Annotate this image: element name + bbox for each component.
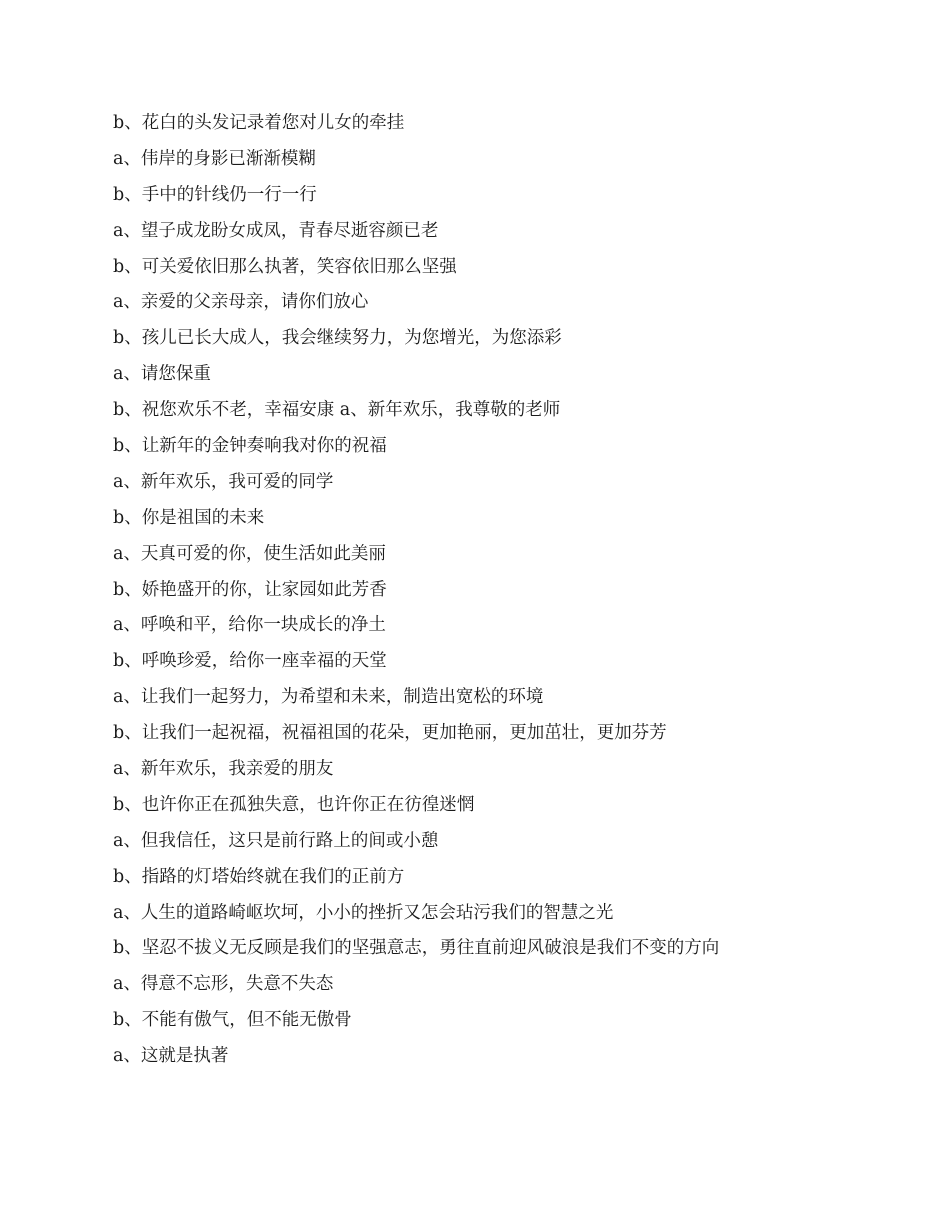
dialogue-line: b、祝您欢乐不老，幸福安康 a、新年欢乐，我尊敬的老师	[113, 400, 561, 421]
dialogue-line: a、新年欢乐，我亲爱的朋友	[113, 759, 334, 780]
dialogue-line: b、可关爱依旧那么执著，笑容依旧那么坚强	[113, 256, 457, 277]
dialogue-line: a、伟岸的身影已渐渐模糊	[113, 148, 316, 169]
dialogue-line: a、这就是执著	[113, 1046, 229, 1067]
dialogue-line: a、亲爱的父亲母亲，请你们放心	[113, 292, 369, 313]
dialogue-line: a、让我们一起努力，为希望和未来，制造出宽松的环境	[113, 687, 544, 708]
dialogue-line: b、娇艳盛开的你，让家园如此芳香	[113, 579, 387, 600]
dialogue-line: a、呼唤和平，给你一块成长的净土	[113, 615, 386, 636]
dialogue-line: a、请您保重	[113, 364, 211, 385]
dialogue-line: a、但我信任，这只是前行路上的间或小憩	[113, 830, 439, 851]
dialogue-line: b、手中的针线仍一行一行	[113, 184, 317, 205]
dialogue-line: b、坚忍不拔义无反顾是我们的坚强意志，勇往直前迎风破浪是我们不变的方向	[113, 938, 720, 959]
dialogue-line: b、花白的头发记录着您对儿女的牵挂	[113, 113, 405, 133]
dialogue-line: b、你是祖国的未来	[113, 507, 265, 528]
dialogue-line: b、让我们一起祝福，祝福祖国的花朵，更加艳丽，更加茁壮，更加芬芳	[113, 723, 667, 744]
dialogue-line: a、人生的道路崎岖坎坷，小小的挫折又怎会玷污我们的智慧之光	[113, 902, 614, 923]
dialogue-line: b、孩儿已长大成人，我会继续努力，为您增光，为您添彩	[113, 328, 562, 349]
dialogue-lines	[113, 109, 893, 1078]
dialogue-line: b、让新年的金钟奏响我对你的祝福	[113, 436, 387, 457]
dialogue-line: a、天真可爱的你，使生活如此美丽	[113, 543, 386, 564]
dialogue-line: b、指路的灯塔始终就在我们的正前方	[113, 866, 405, 887]
dialogue-line: b、也许你正在孤独失意，也许你正在彷徨迷惘	[113, 794, 475, 815]
dialogue-line: a、望子成龙盼女成凤，青春尽逝容颜已老	[113, 220, 439, 241]
dialogue-line: b、呼唤珍爱，给你一座幸福的天堂	[113, 651, 387, 672]
dialogue-line: a、得意不忘形，失意不失态	[113, 974, 334, 995]
dialogue-line: a、新年欢乐，我可爱的同学	[113, 471, 334, 492]
dialogue-line: b、不能有傲气，但不能无傲骨	[113, 1010, 352, 1031]
